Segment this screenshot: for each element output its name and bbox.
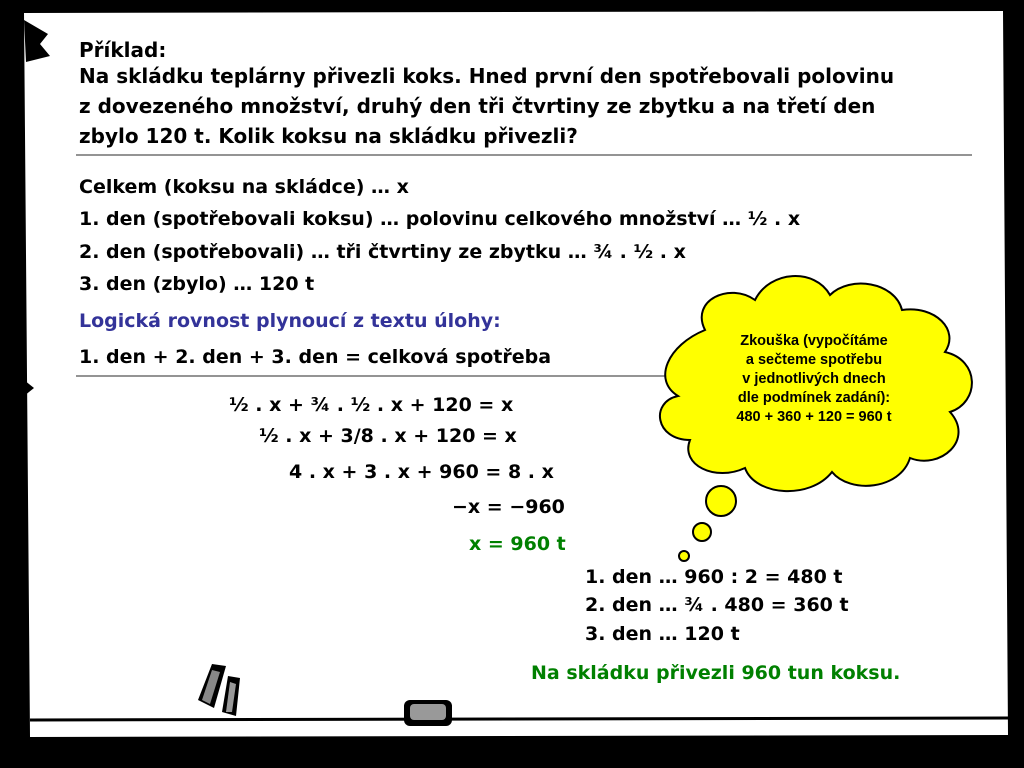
solution-step: ½ . x + ¾ . ½ . x + 120 = x bbox=[229, 394, 514, 416]
problem-line: Na skládku teplárny přivezli koks. Hned první den spotřebovali polovinu bbox=[79, 64, 895, 88]
definition-line: 3. den (zbylo) … 120 t bbox=[79, 273, 315, 295]
equation-heading: Logická rovnost plynoucí z textu úlohy: bbox=[79, 310, 501, 332]
chalk-icon bbox=[198, 664, 240, 716]
thought-cloud-text bbox=[694, 332, 934, 427]
chalk-ledge bbox=[30, 718, 1008, 720]
frame-chip bbox=[24, 380, 34, 396]
problem-line: z dovezeného množství, druhý den tři čtvrtiny ze zbytku a na třetí den bbox=[79, 94, 876, 118]
problem-heading: Příklad: bbox=[79, 38, 167, 62]
solution-step: 4 . x + 3 . x + 960 = 8 . x bbox=[289, 461, 554, 483]
definition-line: 2. den (spotřebovali) … tři čtvrtiny ze zbytku … ¾ . ½ . x bbox=[79, 241, 686, 263]
cloud-line: a sečteme spotřebu bbox=[745, 352, 883, 368]
cloud-line: Zkouška (vypočítáme bbox=[740, 333, 888, 349]
check-line: 1. den … 960 : 2 = 480 t bbox=[585, 566, 843, 588]
cloud-line: v jednotlivých dnech bbox=[742, 371, 886, 387]
definition-line: Celkem (koksu na skládce) … x bbox=[79, 176, 409, 198]
problem-line: zbylo 120 t. Kolik koksu na skládku přivezli? bbox=[79, 124, 578, 148]
solution-step: −x = −960 bbox=[452, 496, 565, 518]
frame-chip bbox=[24, 20, 50, 62]
cloud-line: dle podmínek zadání): bbox=[737, 390, 891, 406]
relation-line: 1. den + 2. den + 3. den = celková spotřeba bbox=[79, 346, 552, 368]
check-line: 2. den … ¾ . 480 = 360 t bbox=[585, 594, 849, 616]
cloud-line: 480 + 360 + 120 = 960 t bbox=[736, 409, 892, 425]
answer-line: Na skládku přivezli 960 tun koksu. bbox=[531, 662, 901, 684]
solution-result: x = 960 t bbox=[469, 533, 566, 555]
eraser-icon bbox=[404, 700, 452, 726]
check-line: 3. den … 120 t bbox=[585, 623, 740, 645]
definition-line: 1. den (spotřebovali koksu) … polovinu celkového množství … ½ . x bbox=[79, 208, 801, 230]
solution-step: ½ . x + 3/8 . x + 120 = x bbox=[259, 425, 517, 447]
